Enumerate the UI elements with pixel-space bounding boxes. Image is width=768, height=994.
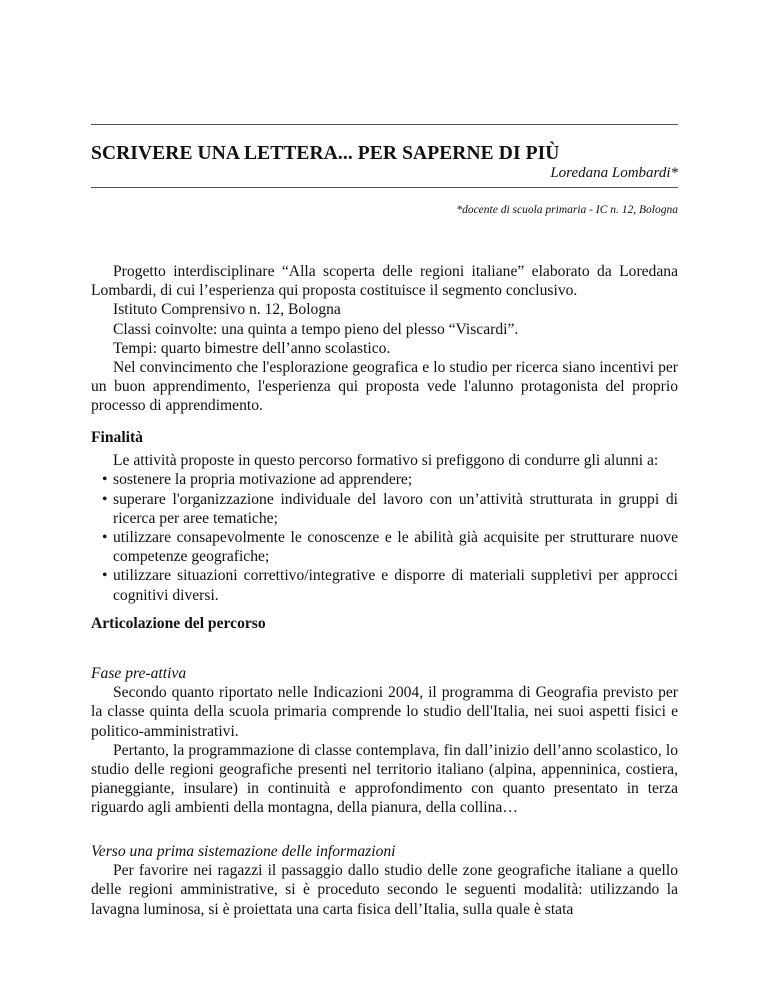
bullet-icon: • [102, 567, 108, 585]
finalita-list [91, 470, 678, 604]
finalita-heading: Finalità [91, 429, 143, 446]
bullet-icon: • [102, 490, 108, 508]
intro-section [91, 262, 678, 358]
convincimento-section [91, 358, 678, 416]
verso-section [91, 842, 678, 919]
fase-heading: Fase pre-attiva [91, 665, 187, 682]
verso-heading: Verso una prima sistemazione delle informazioni [91, 843, 396, 860]
top-rule [91, 124, 678, 125]
author-rule [91, 187, 678, 188]
finalita-section [91, 428, 678, 605]
articolazione-heading: Articolazione del percorso [91, 615, 266, 632]
istituto-line: Istituto Comprensivo n. 12, Bologna [113, 301, 341, 319]
convincimento-paragraph: Nel convincimento che l'esplorazione geografica e lo studio per ricerca siano incentivi per un buon apprendimento, l'esperienza qui proposta vede l'alunno protagonista del proprio processo di apprendimento. [91, 359, 678, 415]
verso-paragraph: Per favorire nei ragazzi il passaggio dallo studio delle zone geografiche italiane a quello delle regioni amministrative, si è proceduto secondo le seguenti modalità: utilizzando la lavagna luminosa, si è proiettata una carta fisica dell’Italia, sulla quale è stata [91, 862, 678, 918]
list-item: • utilizzare situazioni correttivo/integrative e disporre di materiali suppletivi per approcci cognitivi diversi. [102, 567, 678, 604]
article-title: SCRIVERE UNA LETTERA... PER SAPERNE DI PIÙ [91, 143, 560, 164]
author-name: Loredana Lombardi* [550, 165, 678, 181]
articolazione-section [91, 614, 678, 633]
list-item: • superare l'organizzazione individuale del lavoro con un’attività strutturata in gruppi di ricerca per aree tematiche; [102, 490, 678, 527]
list-item: • sostenere la propria motivazione ad apprendere; [102, 471, 413, 489]
finalita-lead: Le attività proposte in questo percorso formativo si prefiggono di condurre gli alunni a: [113, 452, 659, 470]
list-item: • utilizzare consapevolmente le conoscenze e le abilità già acquisite per strutturare nuove competenze geografiche; [102, 529, 678, 566]
tempi-line: Tempi: quarto bimestre dell’anno scolastico. [113, 339, 391, 357]
classi-line: Classi coinvolte: una quinta a tempo pieno del plesso “Viscardi”. [113, 320, 519, 338]
fase-section [91, 664, 678, 818]
bullet-icon: • [102, 471, 108, 489]
author-affiliation: *docente di scuola primaria - IC n. 12, Bologna [456, 204, 678, 216]
project-paragraph: Progetto interdisciplinare “Alla scoperta delle regioni italiane” elaborato da Loredana Lombardi, di cui l’esperienza qui proposta costituisce il segmento conclusivo. [91, 263, 678, 300]
fase-paragraph-2: Pertanto, la programmazione di classe contemplava, fin dall’inizio dell’anno scolastico, lo studio delle regioni geografiche presenti nel territorio italiano (alpina, appenninica, costiera, pianeggiante, insulare) in continuità e approfondimento con quanto presentato in terza riguardo agli ambienti della montagna, della pianura, della collina… [91, 741, 678, 817]
bullet-icon: • [102, 529, 108, 547]
fase-paragraph-1: Secondo quanto riportato nelle Indicazioni 2004, il programma di Geografia previsto per la classe quinta della scuola primaria comprende lo studio dell'Italia, nei suoi aspetti fisici e politico-amministrativi. [91, 684, 678, 740]
